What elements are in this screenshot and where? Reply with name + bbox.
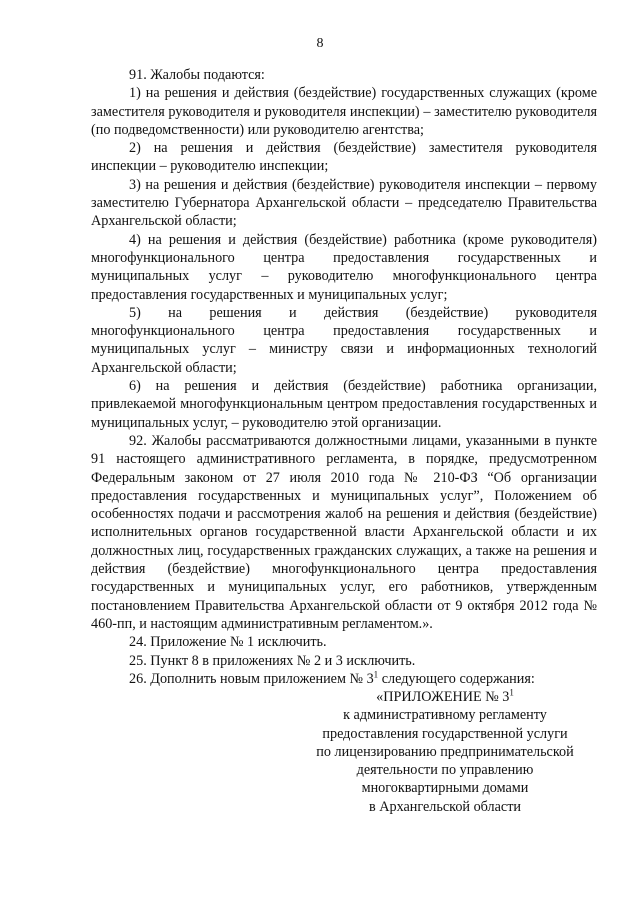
appendix-title-superscript: 1: [509, 687, 514, 698]
item-26-text: 26. Дополнить новым приложением № 3: [129, 670, 374, 687]
document-body: [91, 66, 597, 688]
appendix-title-text: «ПРИЛОЖЕНИЕ № 3: [376, 689, 510, 705]
page-number: 8: [316, 36, 324, 51]
appendix-line-2: предоставления государственной услуги: [322, 725, 568, 742]
paragraph-91-item-2: 2) на решения и действия (бездействие) заместителя руководителя инспекции – руководителю инспекции;: [91, 140, 597, 175]
paragraph-91-item-6: 6) на решения и действия (бездействие) работника организации, привлекаемой многофункциональным центром предоставления государственных и муниципальных услуг, – руководителю этой организации.: [91, 378, 597, 431]
appendix-line-5: многоквартирными домами: [361, 780, 529, 797]
item-26-tail: следующего содержания:: [378, 670, 535, 687]
appendix-line-1: к административному регламенту: [343, 707, 547, 724]
appendix-line-4: деятельности по управлению: [356, 762, 534, 779]
paragraph-91-item-4: 4) на решения и действия (бездействие) работника (кроме руководителя) многофункционального центра предоставления государственных и муниципальных услуг – руководителю многофункционального центра предоставления государственных и муниципальных услуг;: [91, 231, 597, 303]
item-26-superscript: 1: [373, 669, 379, 680]
appendix-line-3: по лицензированию предпринимательской: [316, 743, 574, 760]
item-26: [91, 670, 597, 688]
item-25: 25. Пункт 8 в приложениях № 2 и 3 исключить.: [129, 652, 416, 669]
paragraph-91-heading: 91. Жалобы подаются:: [129, 67, 265, 83]
appendix-title: [300, 688, 590, 706]
paragraph-91-item-1: 1) на решения и действия (бездействие) государственных служащих (кроме заместителя руководителя и руководителя инспекции) – заместителю руководителя (по подведомственности) или руководителю агентства;: [91, 85, 597, 138]
appendix-heading-block: [300, 688, 590, 816]
paragraph-92: 92. Жалобы рассматриваются должностными лицами, указанными в пункте 91 настоящего административного регламента, в порядке, предусмотренном Федеральным законом от 27 июля 2010 года № 210-ФЗ “Об организации предоставления государственных и муниципальных услуг”, Положением об особенностях подачи и рассмотрения жалоб на решения и действия (бездействие) исполнительных органов государственной власти Архангельской области и их должностных лиц, государственных гражданских служащих, а также на решения и действия (бездействие) многофункционального центра предоставления государственных и муниципальных услуг, его работников, утвержденным постановлением Правительства Архангельской области от 9 октября 2012 года № 460-пп, и настоящим административным регламентом.».: [91, 432, 597, 632]
paragraph-91-item-5: 5) на решения и действия (бездействие) руководителя многофункционального центра предоставления государственных и муниципальных услуг – министру связи и информационных технологий Архангельской области;: [91, 304, 597, 376]
item-24: 24. Приложение № 1 исключить.: [129, 634, 327, 651]
paragraph-91-item-3: 3) на решения и действия (бездействие) руководителя инспекции – первому заместителю Губернатора Архангельской области – председателю Правительства Архангельской области;: [91, 176, 597, 230]
appendix-line-6: в Архангельской области: [369, 798, 521, 815]
